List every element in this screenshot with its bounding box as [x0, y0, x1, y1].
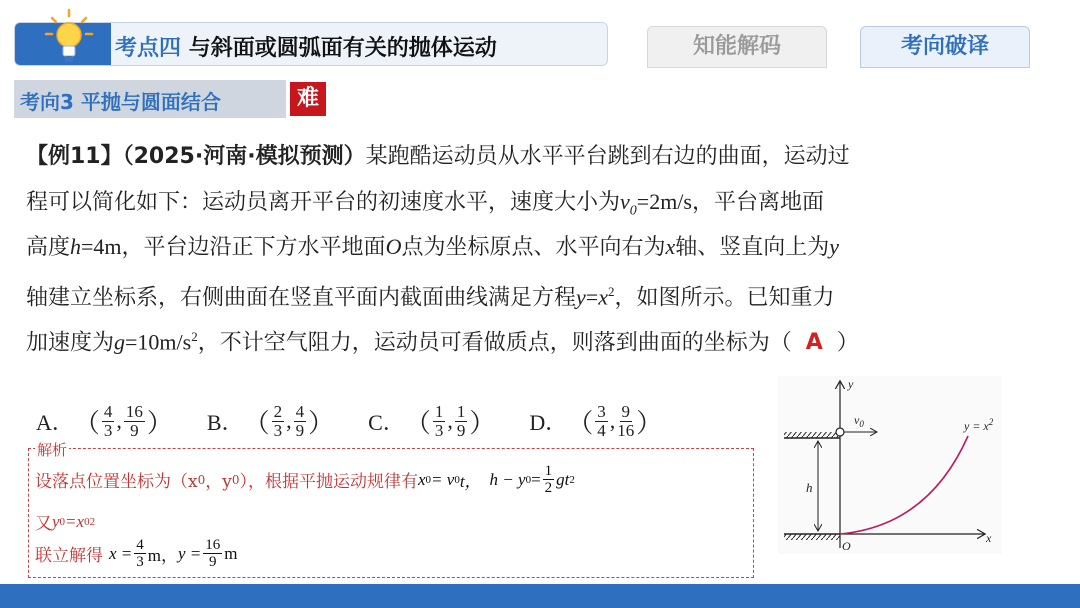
problem-text-5c: ） — [836, 330, 859, 356]
x-axis-label: x — [986, 531, 992, 545]
eq-y: y — [576, 284, 586, 310]
problem-text-2b: ，平台离地面 — [691, 190, 824, 215]
tab-kaoxiang-poyi[interactable]: 考向破译 — [860, 26, 1030, 68]
paren-open: （ — [73, 408, 100, 439]
sol-eq2-lhs: h − y — [489, 469, 526, 489]
paren-open: （ — [243, 408, 270, 439]
tab-zhineng-jiema[interactable]: 知能解码 — [647, 26, 827, 68]
sol-eq2-gt: gt — [556, 469, 570, 489]
option-frac-y — [617, 403, 634, 440]
frac-num: 2 — [273, 401, 283, 421]
eq-x: x — [598, 284, 608, 310]
frac-den: 9 — [295, 420, 305, 440]
example-label: 【例11】 — [26, 144, 123, 169]
eq-exp: 2 — [607, 284, 615, 299]
paren-open: （ — [567, 408, 594, 439]
sol-res-y-den: 9 — [209, 554, 217, 570]
option-frac-x — [272, 403, 285, 440]
y-axis-label: y — [848, 377, 854, 391]
ground-hatch — [784, 534, 840, 540]
height-label: h — [806, 480, 813, 495]
problem-text-3c: 点为坐标原点、水平向右为 — [401, 235, 666, 260]
sol-eq2-exp: 2 — [569, 473, 575, 486]
var-v-sub: 0 — [629, 203, 637, 219]
var-h: h — [70, 234, 82, 259]
sol-text-2: 又 — [35, 514, 52, 534]
section-title-bar — [14, 80, 286, 118]
sol-res-x-den: 3 — [136, 554, 144, 570]
problem-line-5 — [26, 314, 1040, 359]
problem-text-4b: ，如图所示。已知重力 — [614, 285, 835, 311]
paren-open: （ — [404, 408, 431, 439]
g-exp: 2 — [191, 329, 198, 344]
solution-label: 解析 — [37, 441, 68, 459]
solution-line-3 — [35, 537, 238, 570]
sol-eq3-y: y — [52, 511, 60, 531]
problem-text-1: 某跑酷运动员从水平平台跳到右边的曲面，运动过 — [365, 144, 850, 169]
unit-header — [14, 22, 608, 66]
comma: , — [116, 408, 122, 433]
problem-source: （2025·河南·模拟预测） — [122, 144, 366, 169]
athlete-point — [836, 428, 844, 436]
problem-text-5a: 加速度为 — [26, 330, 115, 356]
frac-den: 9 — [456, 420, 466, 440]
sol-frac-num: 1 — [544, 463, 553, 479]
option-b[interactable] — [207, 403, 334, 440]
sol-res-unit1: m， — [147, 546, 179, 565]
sol-text-3: 联立解得 — [35, 546, 103, 566]
unit-title-text: 与斜面或圆弧面有关的抛体运动 — [188, 36, 497, 61]
sol-sub-1: 0 — [197, 472, 206, 487]
problem-text-3a: 高度 — [26, 235, 71, 260]
difficulty-badge: 难 — [290, 82, 326, 116]
answer-options — [36, 396, 696, 446]
solution-line-1 — [35, 463, 575, 496]
lightbulb-icon — [44, 8, 94, 66]
var-O: O — [385, 234, 402, 259]
comma: , — [447, 408, 453, 433]
sol-sub-2: 0 — [231, 472, 240, 487]
v0-value: =2m/s — [636, 189, 692, 214]
paren-close: ） — [146, 408, 173, 439]
frac-num: 4 — [103, 401, 113, 421]
coordinate-figure — [778, 376, 1002, 554]
sol-text-1b: ，y — [205, 472, 232, 492]
paren-close: ） — [469, 408, 496, 439]
sol-eq1-v: = v — [431, 469, 455, 489]
paren-close: ） — [308, 408, 335, 439]
problem-text-4a: 轴建立坐标系，右侧曲面在竖直平面内截面曲线满足方程 — [26, 285, 577, 311]
unit-label: 考点四 — [115, 36, 182, 61]
section-title: 考向3 平抛与圆面结合 — [20, 90, 221, 114]
frac-den: 16 — [617, 420, 635, 440]
eq-equals: = — [585, 284, 599, 310]
frac-den: 3 — [103, 420, 113, 440]
frac-den: 9 — [130, 420, 139, 440]
option-label: D． — [529, 409, 568, 435]
problem-text — [26, 134, 1040, 359]
frac-den: 3 — [434, 420, 444, 440]
sol-equation-1: x 0 = v 0 t， h − y 0 = $\frac{1}{2}$ gt 2 — [417, 463, 575, 496]
sol-frac-den: 2 — [544, 480, 553, 496]
solution-box — [28, 441, 754, 578]
option-frac-x — [102, 403, 115, 440]
problem-text-3b: ，平台边沿正下方水平地面 — [121, 235, 386, 260]
problem-line-1 — [26, 134, 1040, 179]
frac-num: 9 — [621, 401, 631, 421]
var-g: g — [114, 329, 126, 355]
frac-den: 4 — [597, 420, 606, 440]
paren-close: ） — [636, 408, 663, 439]
velocity-label: $v_0$ — [854, 413, 864, 429]
unit-title — [115, 31, 497, 62]
sol-result — [109, 537, 238, 570]
problem-text-5b: ，不计空气阻力，运动员可看做质点，则落到曲面的坐标为（ — [197, 330, 792, 356]
sol-res-x-frac — [134, 537, 146, 570]
sol-eq2-eq: = — [531, 469, 541, 489]
sol-eq3-exp: 2 — [89, 515, 96, 528]
problem-line-2 — [26, 179, 1040, 224]
var-x: x — [665, 234, 676, 259]
frac-num: 1 — [434, 401, 444, 421]
sol-eq1-t: t， — [459, 472, 482, 491]
option-frac-y — [455, 403, 468, 440]
option-frac-x — [595, 403, 608, 440]
problem-line-4 — [26, 269, 1040, 314]
problem-text-3d: 轴、竖直向上为 — [675, 235, 830, 260]
sol-res-y: y = — [178, 543, 202, 563]
frac-num: 3 — [597, 401, 606, 421]
sol-res-x: x = — [109, 543, 133, 563]
footer-bar — [0, 584, 1080, 608]
option-d[interactable] — [529, 403, 662, 440]
h-value: =4m — [81, 234, 122, 259]
option-a[interactable] — [36, 403, 173, 440]
curve-label: $y = x^2$ — [964, 417, 994, 433]
origin-label: O — [842, 539, 851, 553]
option-frac-x — [433, 403, 446, 440]
sol-res-y-num: 16 — [205, 537, 221, 553]
sol-text-1c: ），根据平抛运动规律有 — [239, 472, 418, 492]
sol-res-y-frac — [203, 537, 222, 570]
comma: , — [286, 408, 292, 433]
frac-num: 1 — [456, 401, 466, 421]
option-label: A． — [36, 409, 74, 435]
platform-hatch — [784, 432, 840, 438]
curve-parabola — [840, 436, 968, 534]
var-y: y — [829, 234, 840, 259]
option-label: C． — [368, 409, 405, 435]
sol-frac-half — [543, 463, 555, 496]
frac-num: 4 — [295, 401, 305, 421]
option-frac-y — [124, 403, 145, 440]
g-value: =10m/s — [125, 329, 192, 355]
option-frac-y — [294, 403, 307, 440]
problem-text-2a: 程可以简化如下：运动员离开平台的初速度水平，速度大小为 — [26, 190, 621, 215]
frac-den: 3 — [273, 420, 283, 440]
sol-text-1a: 设落点位置坐标为（x — [35, 472, 198, 492]
sol-res-unit2: m — [224, 543, 238, 563]
problem-line-3 — [26, 224, 1040, 269]
answer-mark: A — [805, 330, 823, 356]
sol-eq1-x: x — [417, 469, 426, 489]
sol-res-x-num: 4 — [136, 537, 144, 553]
option-c[interactable] — [368, 403, 495, 440]
option-label: B． — [206, 409, 244, 435]
var-v: v — [620, 189, 630, 214]
comma: , — [609, 408, 616, 433]
solution-line-2 — [35, 509, 95, 534]
sol-equation-2: y 0 =x 0 2 — [52, 511, 96, 531]
frac-num: 16 — [125, 401, 143, 421]
sol-eq3-x: =x — [65, 511, 85, 531]
